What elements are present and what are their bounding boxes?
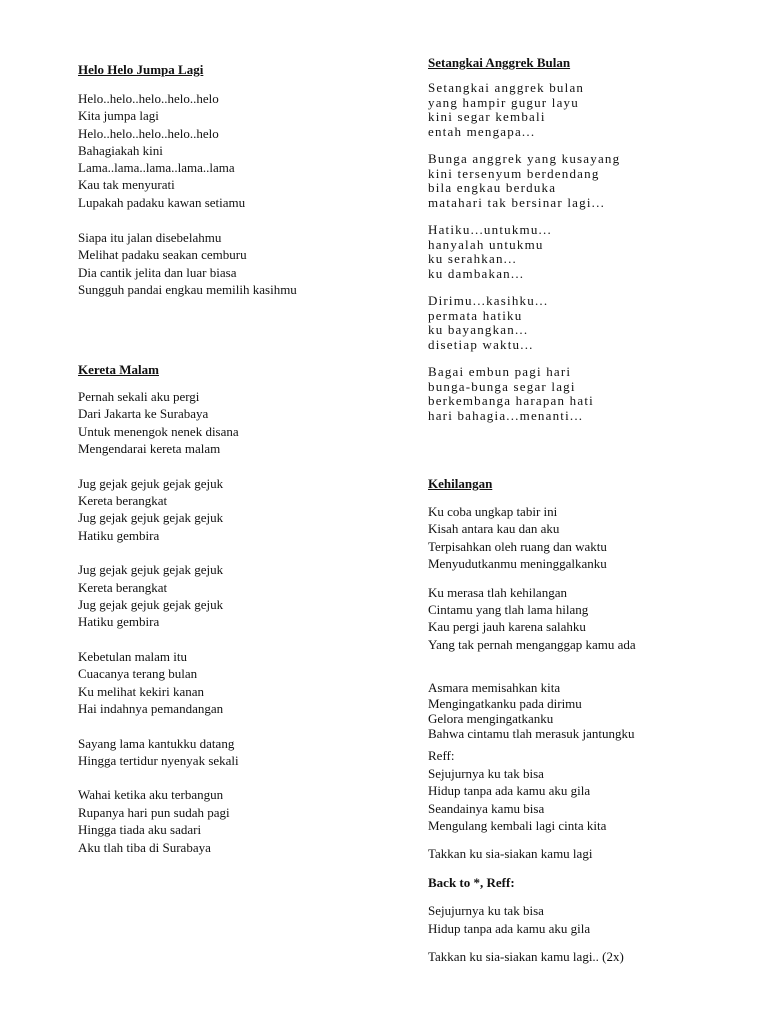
lyric-line: hari bahagia...menanti...	[428, 407, 584, 423]
lyric-line: Melihat padaku seakan cemburu	[78, 247, 247, 263]
stanza	[428, 223, 620, 281]
song-kereta-malam	[78, 361, 239, 856]
lyric-line: Kita jumpa lagi	[78, 108, 159, 124]
lyric-line: Ku coba ungkap tabir ini	[428, 504, 558, 519]
song-title: Helo Helo Jumpa Lagi	[78, 62, 204, 77]
lyric-line: Menyudutkanmu meninggalkanku	[428, 556, 607, 572]
lyric-line: Ku melihat kekiri kanan	[78, 683, 204, 699]
lyric-line: Siapa itu jalan disebelahmu	[78, 230, 222, 246]
lyric-line: Hatiku gembira	[78, 614, 160, 630]
lyric-line: Takkan ku sia-siakan kamu lagi	[428, 846, 593, 862]
lyric-line: Lupakah padaku kawan setiamu	[78, 194, 246, 210]
lyric-line: Hidup tanpa ada kamu aku gila	[428, 783, 591, 799]
stanza	[428, 584, 636, 654]
lyric-line: Dirimu...kasihku...	[428, 293, 549, 308]
lyric-line: yang hampir gugur layu	[428, 94, 579, 110]
lyric-line: Kau tak menyurati	[78, 177, 175, 193]
lyric-line: Terpisahkan oleh ruang dan waktu	[428, 538, 607, 554]
lyric-line: Kereta berangkat	[78, 493, 168, 509]
stanza	[428, 152, 620, 210]
lyric-line: kini segar kembali	[428, 109, 546, 124]
lyric-line: Mengingatkanku pada dirimu	[428, 695, 582, 711]
lyric-line: Kereta berangkat	[78, 579, 168, 595]
lyric-line: Dari Jakarta ke Surabaya	[78, 406, 209, 422]
song-kehilangan	[428, 475, 636, 966]
song-helo-helo-jumpa-lagi	[78, 61, 297, 298]
stanza	[78, 388, 239, 458]
lyric-line: Cintamu yang tlah lama hilang	[428, 602, 589, 618]
stanza	[428, 294, 620, 352]
lyric-line: Jug gejak gejuk gejak gejuk	[78, 597, 224, 613]
lyric-line: Hingga tiada aku sadari	[78, 822, 202, 838]
lyric-line: Sungguh pandai engkau memilih kasihmu	[78, 281, 297, 297]
stanza	[78, 229, 297, 298]
lyric-line: Bagai embun pagi hari	[428, 364, 572, 379]
lyric-line: Rupanya hari pun sudah pagi	[78, 804, 230, 820]
stanza	[428, 874, 636, 891]
lyric-line: ku serahkan...	[428, 251, 517, 266]
lyric-line: Untuk menengok nenek disana	[78, 423, 239, 439]
lyric-line: hanyalah untukmu	[428, 236, 544, 252]
lyric-line: Seandainya kamu bisa	[428, 800, 545, 816]
stanza	[78, 561, 239, 631]
lyric-line: Gelora mengingatkanku	[428, 710, 554, 726]
lyric-line: Lama..lama..lama..lama..lama	[78, 160, 235, 176]
lyric-line: Jug gejak gejuk gejak gejuk	[78, 510, 224, 526]
lyric-line: Mengulang kembali lagi cinta kita	[428, 818, 607, 834]
lyric-line: disetiap waktu...	[428, 336, 534, 352]
lyric-line: Cuacanya terang bulan	[78, 666, 198, 682]
lyric-line: Pernah sekali aku pergi	[78, 389, 200, 404]
stanza	[428, 365, 620, 423]
song-title: Kehilangan	[428, 476, 493, 491]
lyric-line: bunga-bunga segar lagi	[428, 378, 576, 394]
lyric-line: Hatiku...untukmu...	[428, 222, 552, 237]
lyric-line: Hidup tanpa ada kamu aku gila	[428, 920, 591, 936]
lyric-line: Sayang lama kantukku datang	[78, 735, 235, 751]
lyric-line: Reff:	[428, 748, 455, 764]
stanza	[78, 786, 239, 856]
lyric-line: Helo..helo..helo..helo..helo	[78, 91, 219, 106]
lyric-line: Bunga anggrek yang kusayang	[428, 151, 621, 166]
stanza	[428, 680, 636, 741]
lyric-line: Jug gejak gejuk gejak gejuk	[78, 475, 224, 491]
lyric-line: Helo..helo..helo..helo..helo	[78, 125, 219, 141]
lyric-line: Jug gejak gejuk gejak gejuk	[78, 562, 224, 578]
lyric-line: Ku merasa tlah kehilangan	[428, 584, 567, 600]
lyric-line: Sejujurnya ku tak bisa	[428, 765, 544, 781]
lyric-line: Sejujurnya ku tak bisa	[428, 903, 544, 919]
lyric-line: Asmara memisahkan kita	[428, 680, 561, 696]
stanza	[78, 475, 239, 545]
stanza	[78, 648, 239, 718]
lyric-line: Kau pergi jauh karena salahku	[428, 619, 586, 635]
stanza	[428, 845, 636, 862]
lyric-line: matahari tak bersinar lagi...	[428, 194, 606, 210]
lyric-line: Mengendarai kereta malam	[78, 441, 221, 457]
stanza	[78, 90, 297, 211]
lyric-line: Hatiku gembira	[78, 527, 160, 543]
lyric-line: Hai indahnya pemandangan	[78, 701, 224, 717]
lyric-line: Aku tlah tiba di Surabaya	[78, 839, 211, 855]
lyric-line: Takkan ku sia-siakan kamu lagi.. (2x)	[428, 949, 624, 965]
stanza	[428, 81, 620, 139]
song-title: Kereta Malam	[78, 362, 159, 377]
stanza	[428, 503, 636, 573]
lyric-line: Kisah antara kau dan aku	[428, 521, 560, 537]
lyric-line: Yang tak pernah menganggap kamu ada	[428, 636, 636, 652]
lyric-line: Hingga tertidur nyenyak sekali	[78, 752, 239, 768]
song-title: Setangkai Anggrek Bulan	[428, 55, 571, 70]
lyric-line: ku bayangkan...	[428, 322, 529, 337]
lyric-line: Dia cantik jelita dan luar biasa	[78, 264, 237, 280]
lyric-line: berkembanga harapan hati	[428, 393, 594, 408]
stanza	[78, 735, 239, 770]
lyric-line: Bahwa cintamu tlah merasuk jantungku	[428, 726, 635, 742]
stanza	[428, 948, 636, 965]
lyric-line: Wahai ketika aku terbangun	[78, 787, 224, 803]
lyric-line: ku dambakan...	[428, 265, 525, 281]
lyric-line: bila engkau berduka	[428, 180, 557, 195]
lyric-line: Setangkai anggrek bulan	[428, 80, 585, 95]
lyric-line: permata hatiku	[428, 307, 523, 323]
stanza	[428, 747, 636, 834]
lyric-line: Kebetulan malam itu	[78, 648, 188, 664]
lyric-line: kini tersenyum berdendang	[428, 165, 600, 181]
song-setangkai-anggrek-bulan	[428, 54, 620, 423]
lyric-line-instruction: Back to *, Reff:	[428, 874, 515, 890]
stanza	[428, 902, 636, 937]
lyric-line: entah mengapa...	[428, 123, 536, 139]
lyric-line: Bahagiakah kini	[78, 142, 163, 158]
